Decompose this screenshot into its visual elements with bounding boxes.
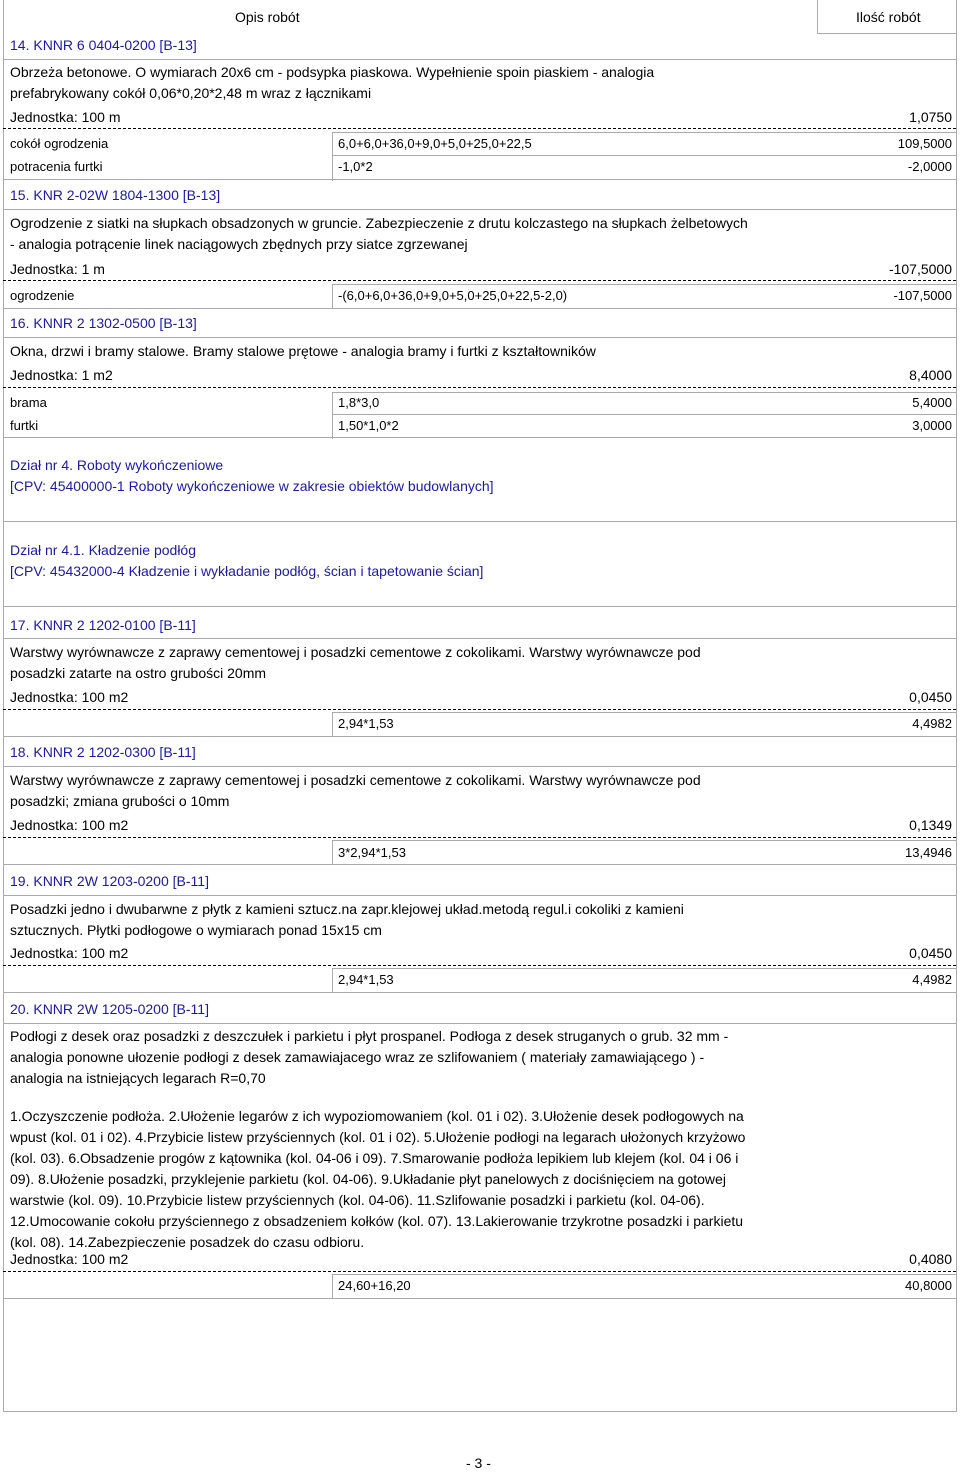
right-border: [956, 0, 957, 1412]
unit-label: Jednostka: 100 m2: [10, 689, 129, 705]
description-line: Ogrodzenie z siatki na słupkach obsadzonych w gruncie. Zabezpieczenie z drutu kolczastego na słupkach żelbetowych: [10, 215, 748, 231]
row-divider: [3, 766, 956, 767]
page-number: - 3 -: [466, 1455, 491, 1471]
position-description: [10, 341, 596, 362]
unit-label: Jednostka: 1 m2: [10, 367, 113, 383]
position-description: [10, 899, 684, 941]
header-description-label: Opis robót: [235, 9, 300, 25]
section-title: Dział nr 4. Roboty wykończeniowe: [10, 457, 224, 473]
header-underline: [817, 33, 956, 34]
calc-formula: -(6,0+6,0+36,0+9,0+5,0+25,0+22,5-2,0): [338, 288, 568, 303]
work-steps: [10, 1106, 745, 1253]
bottom-border: [3, 1411, 956, 1412]
calc-name: brama: [10, 395, 47, 410]
position-title: 19. KNNR 2W 1203-0200 [B-11]: [10, 873, 209, 889]
quantity-value: 8,4000: [909, 367, 952, 383]
calc-top: [332, 1274, 956, 1275]
calc-formula: 24,60+16,20: [338, 1278, 411, 1293]
section-heading: [10, 540, 483, 582]
calc-name: potracenia furtki: [10, 159, 103, 174]
section-heading: [10, 455, 494, 497]
step-line: (kol. 03). 6.Obsadzenie progów z kątownika (kol. 04-06 i 09). 7.Smarowanie podłoża lepikiem lub klejem (kol. 04 i 06 i: [10, 1150, 739, 1166]
row-divider: [3, 638, 956, 639]
calc-formula: -1,0*2: [338, 159, 373, 174]
position-title: 16. KNNR 2 1302-0500 [B-13]: [10, 315, 197, 331]
calc-bottom: [3, 1298, 956, 1299]
step-line: wpust (kol. 01 i 02). 4.Przybicie listew przyściennych (kol. 01 i 02). 5.Ułożenie podłogi na legarach ułożonych krzyżowo: [10, 1129, 746, 1145]
unit-separator: [3, 387, 956, 388]
step-line: 09). 8.Ułożenie posadzki, przyklejenie parkietu (kol. 04-06). 9.Układanie płyt panelowych z dociśnięciem na gotowej: [10, 1171, 726, 1187]
quantity-value: -107,5000: [888, 261, 952, 277]
calc-value: 5,4000: [912, 395, 952, 410]
calc-name: cokół ogrodzenia: [10, 136, 109, 151]
calc-formula: 1,50*1,0*2: [338, 418, 399, 433]
calc-bottom: [3, 992, 956, 993]
calc-formula: 1,8*3,0: [338, 395, 380, 410]
calc-top: [332, 840, 956, 841]
unit-label: Jednostka: 100 m: [10, 109, 121, 125]
unit-label: Jednostka: 100 m2: [10, 945, 129, 961]
header-quantity-label: Ilość robót: [856, 9, 921, 25]
position-title: 18. KNNR 2 1202-0300 [B-11]: [10, 744, 196, 760]
quantity-value: 0,1349: [909, 817, 952, 833]
row-divider: [3, 895, 956, 896]
calc-value: 4,4982: [912, 716, 952, 731]
calc-value: 4,4982: [912, 972, 952, 987]
step-line: 1.Oczyszczenie podłoża. 2.Ułożenie legarów z ich wypoziomowaniem (kol. 01 i 02). 3.Ułożenie desek podłogowych na: [10, 1108, 744, 1124]
description-line: prefabrykowany cokół 0,06*0,20*2,48 m wraz z łącznikami: [10, 85, 372, 101]
position-description: [10, 62, 654, 104]
calc-value: -107,5000: [893, 288, 952, 303]
description-line: analogia ponowne ułozenie podłogi z desek zamawiajacego wraz ze szlifowaniem ( materiały zamawiającego ) -: [10, 1049, 705, 1065]
calc-top: [332, 968, 956, 969]
calc-bottom: [3, 308, 956, 309]
left-border: [3, 0, 4, 1412]
unit-label: Jednostka: 1 m: [10, 261, 105, 277]
calc-bottom: [3, 437, 956, 438]
row-divider: [3, 337, 956, 338]
description-line: Warstwy wyrównawcze z zaprawy cementowej i posadzki cementowe z cokolikami. Warstwy wyrównawcze pod: [10, 644, 701, 660]
quantity-value: 0,4080: [909, 1251, 952, 1267]
section-cpv: [CPV: 45400000-1 Roboty wykończeniowe w zakresie obiektów budowlanych]: [10, 478, 494, 494]
header-separator: [817, 0, 818, 34]
calc-row-divider: [332, 414, 956, 415]
position-description: [10, 770, 701, 812]
unit-separator: [3, 1271, 956, 1272]
unit-separator: [3, 965, 956, 966]
calc-row-divider: [332, 155, 956, 156]
position-description: [10, 642, 701, 684]
calc-top: [332, 712, 956, 713]
quantity-value: 0,0450: [909, 689, 952, 705]
calc-name: furtki: [10, 418, 39, 433]
description-line: Okna, drzwi i bramy stalowe. Bramy stalowe prętowe - analogia bramy i furtki z kształtowników: [10, 343, 596, 359]
description-line: Posadzki jedno i dwubarwne z płytk z kamieni sztucz.na zapr.klejowej układ.metodą regul.i cokoliki z kamieni: [10, 901, 684, 917]
description-line: posadzki zatarte na ostro grubości 20mm: [10, 665, 267, 681]
position-title: 20. KNNR 2W 1205-0200 [B-11]: [10, 1001, 209, 1017]
description-line: analogia na istniejących legarach R=0,70: [10, 1070, 266, 1086]
unit-separator: [3, 837, 956, 838]
step-line: 12.Umocowanie cokołu przyściennego z obsadzeniem kołków (kol. 07). 13.Lakierowanie trzykrotne posadzki i parkietu: [10, 1213, 744, 1229]
calc-table: [332, 392, 957, 439]
description-line: Podłogi z desek oraz posadzki z deszczułek i parkietu i płyt prospanel. Podłoga z desek struganych o grub. 32 mm -: [10, 1028, 729, 1044]
calc-name: ogrodzenie: [10, 288, 75, 303]
position-description: [10, 1026, 728, 1089]
description-line: Warstwy wyrównawcze z zaprawy cementowej i posadzki cementowe z cokolikami. Warstwy wyrównawcze pod: [10, 772, 701, 788]
calc-value: 13,4946: [905, 845, 952, 860]
calc-divider: [332, 840, 333, 864]
calc-value: 3,0000: [912, 418, 952, 433]
calc-value: 40,8000: [905, 1278, 952, 1293]
calc-formula: 2,94*1,53: [338, 716, 394, 731]
section-title: Dział nr 4.1. Kładzenie podłóg: [10, 542, 197, 558]
calc-bottom: [3, 864, 956, 865]
row-divider: [3, 209, 956, 210]
calc-bottom: [3, 179, 956, 180]
calc-bottom: [3, 736, 956, 737]
position-title: 17. KNNR 2 1202-0100 [B-11]: [10, 617, 196, 633]
step-line: warstwie (kol. 09). 10.Przybicie listew przyściennych (kol. 04-06). 11.Szlifowanie posadzki i parkietu (kol. 04-06).: [10, 1192, 705, 1208]
row-divider: [3, 59, 956, 60]
unit-separator: [3, 709, 956, 710]
unit-separator: [3, 128, 956, 129]
calc-divider: [332, 968, 333, 992]
calc-divider: [332, 712, 333, 736]
row-divider: [3, 1023, 956, 1024]
unit-separator: [3, 280, 956, 281]
calc-value: -2,0000: [907, 159, 952, 174]
unit-label: Jednostka: 100 m2: [10, 1251, 129, 1267]
description-line: posadzki; zmiana grubości o 10mm: [10, 793, 230, 809]
position-title: 14. KNNR 6 0404-0200 [B-13]: [10, 37, 197, 53]
quantity-value: 0,0450: [909, 945, 952, 961]
calc-formula: 3*2,94*1,53: [338, 845, 406, 860]
position-title: 15. KNR 2-02W 1804-1300 [B-13]: [10, 187, 221, 203]
step-line: (kol. 08). 14.Zabezpieczenie posadzek do czasu odbioru.: [10, 1234, 365, 1250]
description-line: - analogia potrącenie linek naciągowych zbędnych przy siatce zgrzewanej: [10, 236, 468, 252]
description-line: sztucznych. Płytki podłogowe o wymiarach ponad 15x15 cm: [10, 922, 382, 938]
calc-formula: 2,94*1,53: [338, 972, 394, 987]
calc-value: 109,5000: [897, 136, 952, 151]
description-line: Obrzeża betonowe. O wymiarach 20x6 cm - podsypka piaskowa. Wypełnienie spoin piaskiem - analogia: [10, 64, 655, 80]
row-divider: [3, 521, 956, 522]
quantity-value: 1,0750: [909, 109, 952, 125]
calc-divider: [332, 1274, 333, 1298]
calc-formula: 6,0+6,0+36,0+9,0+5,0+25,0+22,5: [338, 136, 532, 151]
row-divider: [3, 606, 956, 607]
section-cpv: [CPV: 45432000-4 Kładzenie i wykładanie podłóg, ścian i tapetowanie ścian]: [10, 563, 484, 579]
position-description: [10, 213, 748, 255]
unit-label: Jednostka: 100 m2: [10, 817, 129, 833]
